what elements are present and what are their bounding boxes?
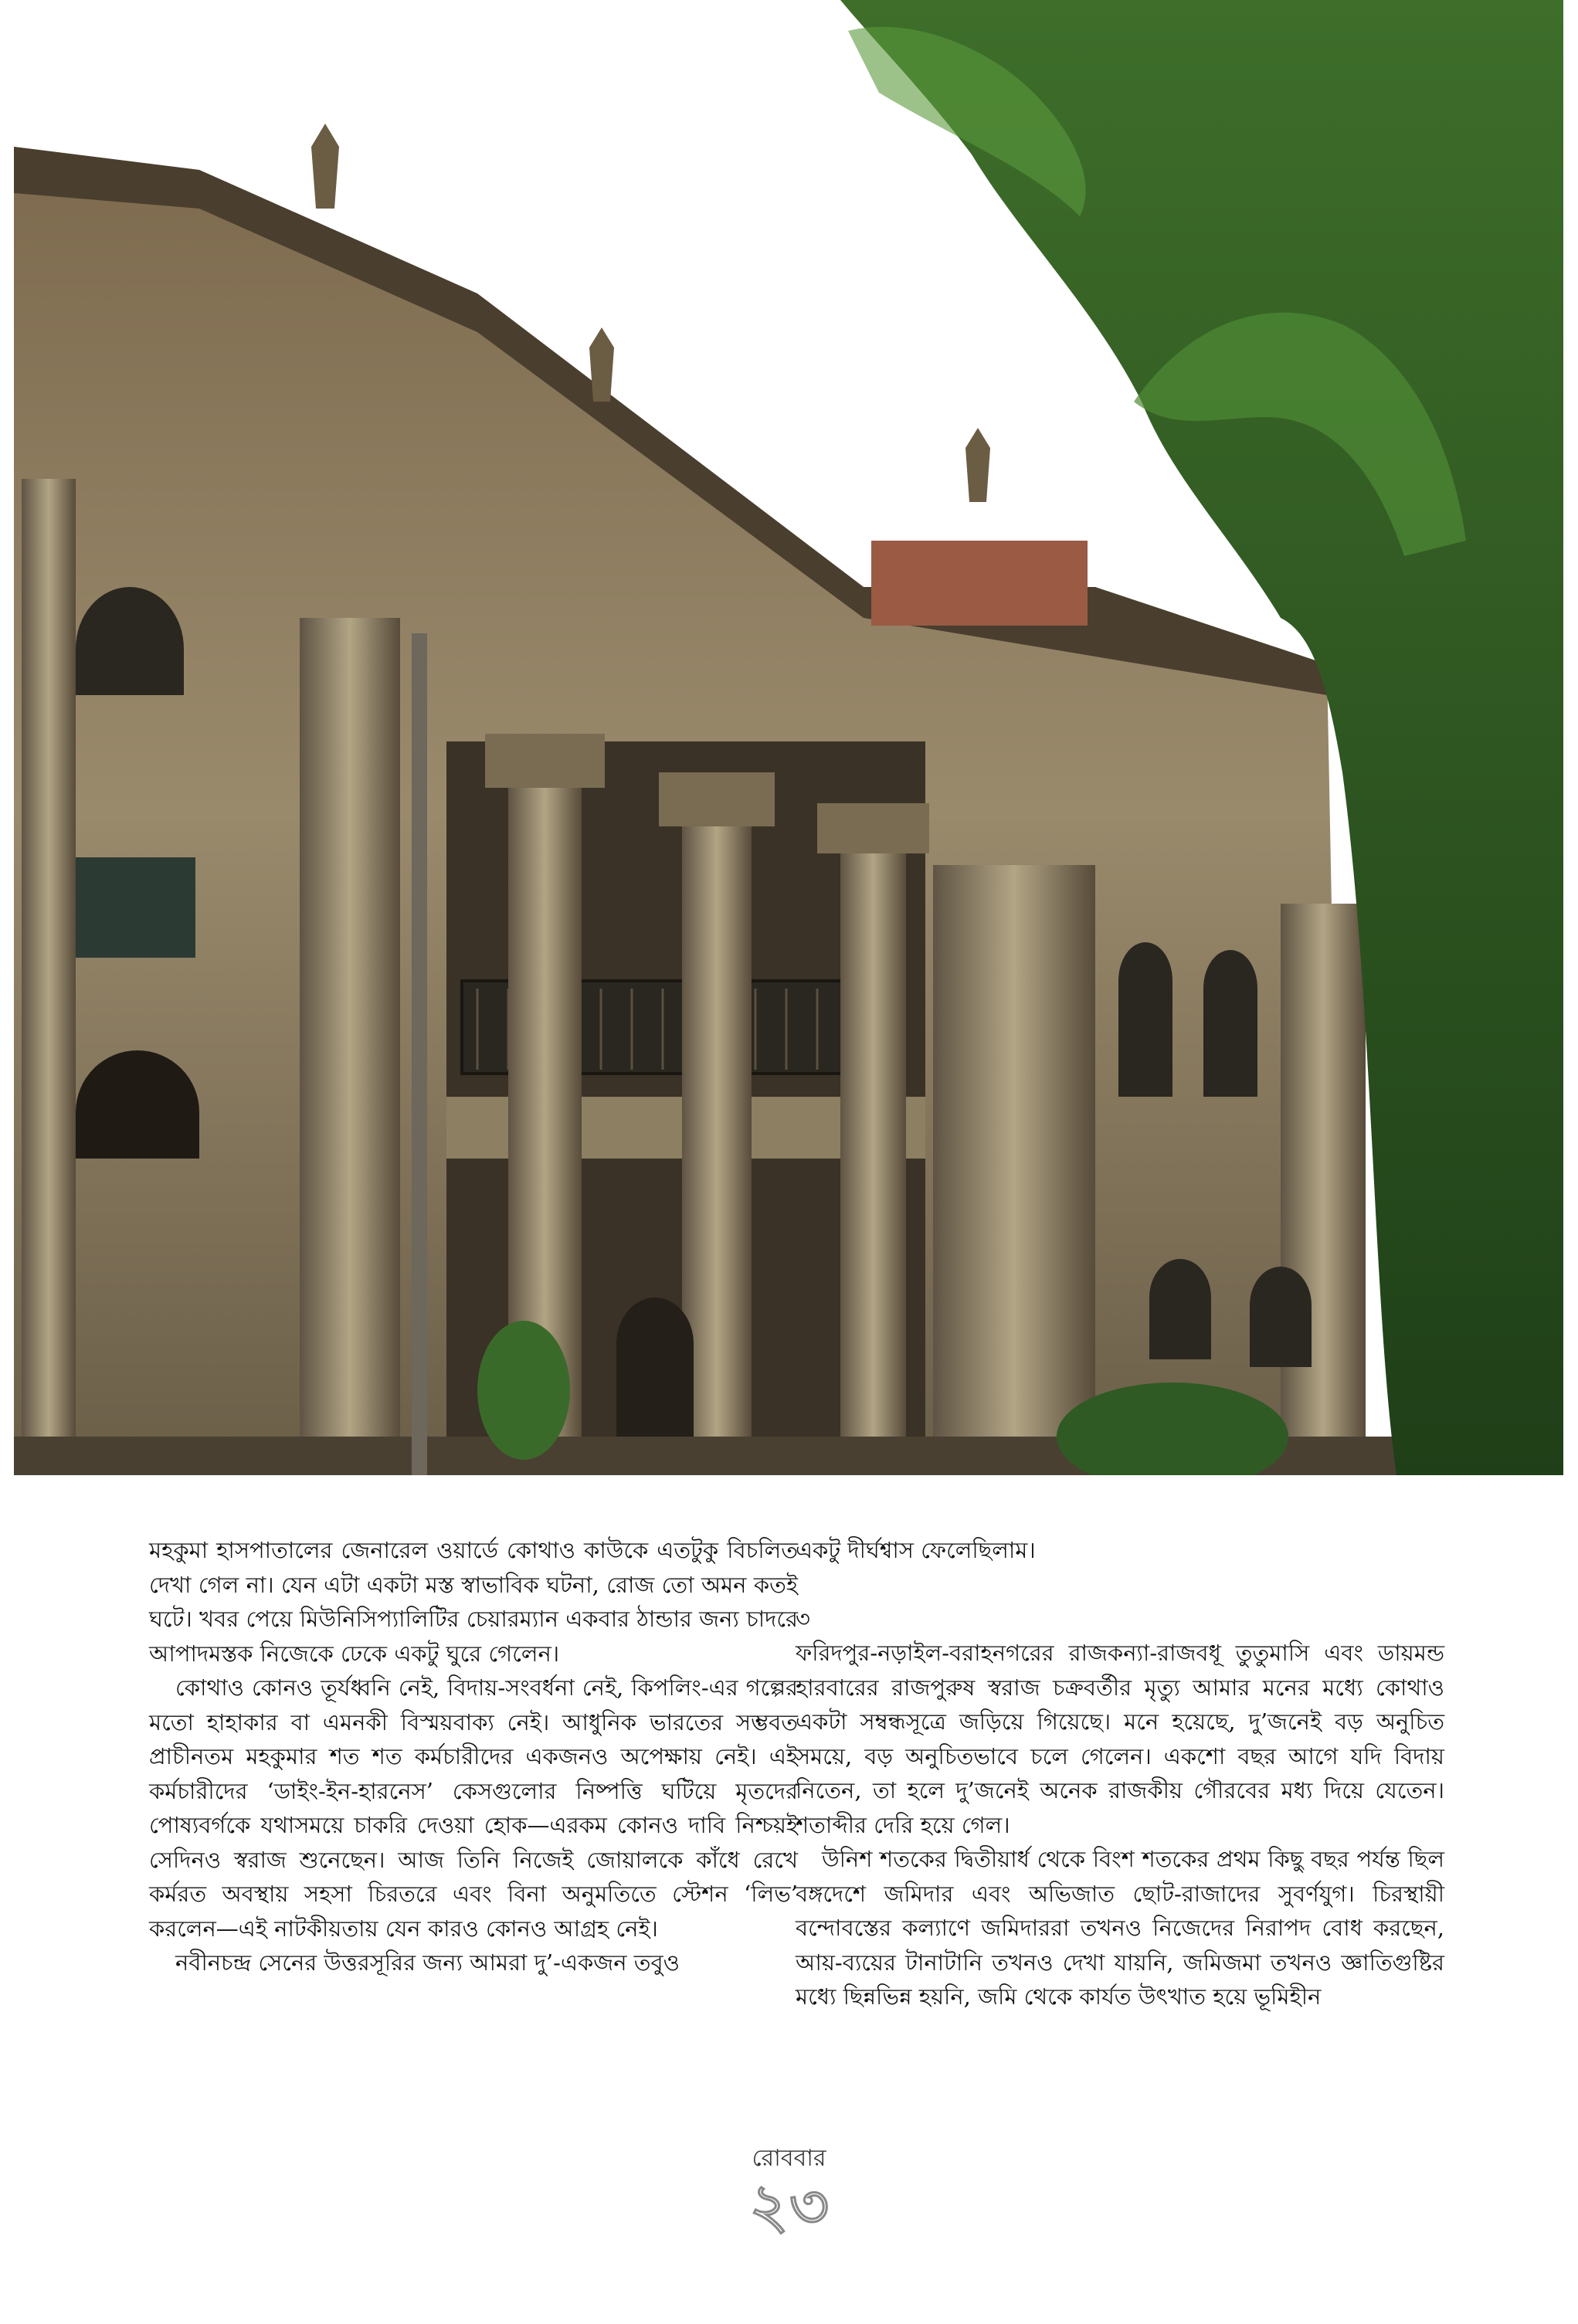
right-text-column (796, 1533, 1444, 2014)
magazine-name: রোববার (752, 2145, 826, 2172)
page-footer (0, 2139, 1578, 2242)
paragraph: উনিশ শতকের দ্বিতীয়ার্ধ থেকে বিংশ শতকের প্রথম কিছু বছর পর্যন্ত ছিল বঙ্গদেশে জমিদার এবং অভিজাত ছোট-রাজাদের সুবর্ণযুগ। চিরস্থায়ী বন্দোবস্তের কল্যাণে জমিদাররা তখনও নিজেদের নিরাপদ বোধ করছেন, আয়-ব্যয়ের টানাটানি তখনও দেখা যায়নি, জমিজমা তখনও জ্ঞাতিগুষ্টির মধ্যে ছিন্নভিন্ন হয়নি, জমি থেকে কার্যত উৎখাত হয়ে ভূমিহীন (796, 1846, 1444, 2010)
section-number: ৩ (796, 1605, 810, 1632)
palace-photograph (14, 0, 1563, 1475)
paragraph: মহকুমা হাসপাতালের জেনারেল ওয়ার্ডে কোথাও কাউকে এতটুকু বিচলিত দেখা গেল না। যেন এটা একটা মস্ত স্বাভাবিক ঘটনা, রোজ তো অমন কতই ঘটে। খবর পেয়ে মিউনিসিপ্যালিটির চেয়ারম্যান একবার ঠান্ডার জন্য চাদরে আপাদমস্তক নিজেকে ঢেকে একটু ঘুরে গেলেন। (149, 1537, 798, 1667)
paragraph: কোথাও কোনও তূর্যধ্বনি নেই, বিদায়-সংবর্ধনা নেই, কিপলিং-এর গল্পের মতো হাহাকার বা এমনকী বিস্ময়বাক্য নেই। আধুনিক ভারতের সম্ভবত প্রাচীনতম মহকুমার শত শত কর্মচারীদের একজনও অপেক্ষায় নেই। এই কর্মচারীদের ‘ডাইং-ইন-হারনেস’ কেসগুলোর নিষ্পত্তি ঘটিয়ে মৃতদের পোষ্যবর্গকে যথাসময়ে চাকরি দেওয়া হোক—এরকম কোনও দাবি নিশ্চয়ই সেদিনও স্বরাজ শুনেছেন। আজ তিনি নিজেই জোয়ালকে কাঁধে রেখে কর্মরত অবস্থায় সহসা চিরতরে এবং বিনা অনুমতিতে স্টেশন ‘লিভ’ করলেন—এই নাটকীয়তায় যেন কারও কোনও আগ্রহ নেই। (149, 1674, 798, 1942)
paragraph: ফরিদপুর-নড়াইল-বরাহনগরের রাজকন্যা-রাজবধূ তুতুমাসি এবং ডায়মন্ড হারবারের রাজপুরুষ স্বরাজ চক্রবর্তীর মৃত্যু আমার মনের মধ্যে কোথাও একটা সম্বন্ধসূত্রে জড়িয়ে গিয়েছে। মনে হয়েছে, দু’জনেই বড় অনুচিত সময়ে, বড় অনুচিতভাবে চলে গেলেন। একশো বছর আগে যদি বিদায় নিতেন, তা হলে দু’জনেই অনেক রাজকীয় গৌরবের মধ্য দিয়ে যেতেন। শতাব্দীর দেরি হয়ে গেল। (796, 1640, 1444, 1838)
palace-illustration (14, 0, 1563, 1475)
paragraph-continuation: একটু দীর্ঘশ্বাস ফেলেছিলাম। (796, 1537, 1036, 1563)
paragraph: নবীনচন্দ্র সেনের উত্তরসূরির জন্য আমরা দু’-একজন তবুও (175, 1949, 680, 1976)
left-text-column (149, 1533, 798, 1980)
page-number: ২৩ (748, 2170, 830, 2242)
